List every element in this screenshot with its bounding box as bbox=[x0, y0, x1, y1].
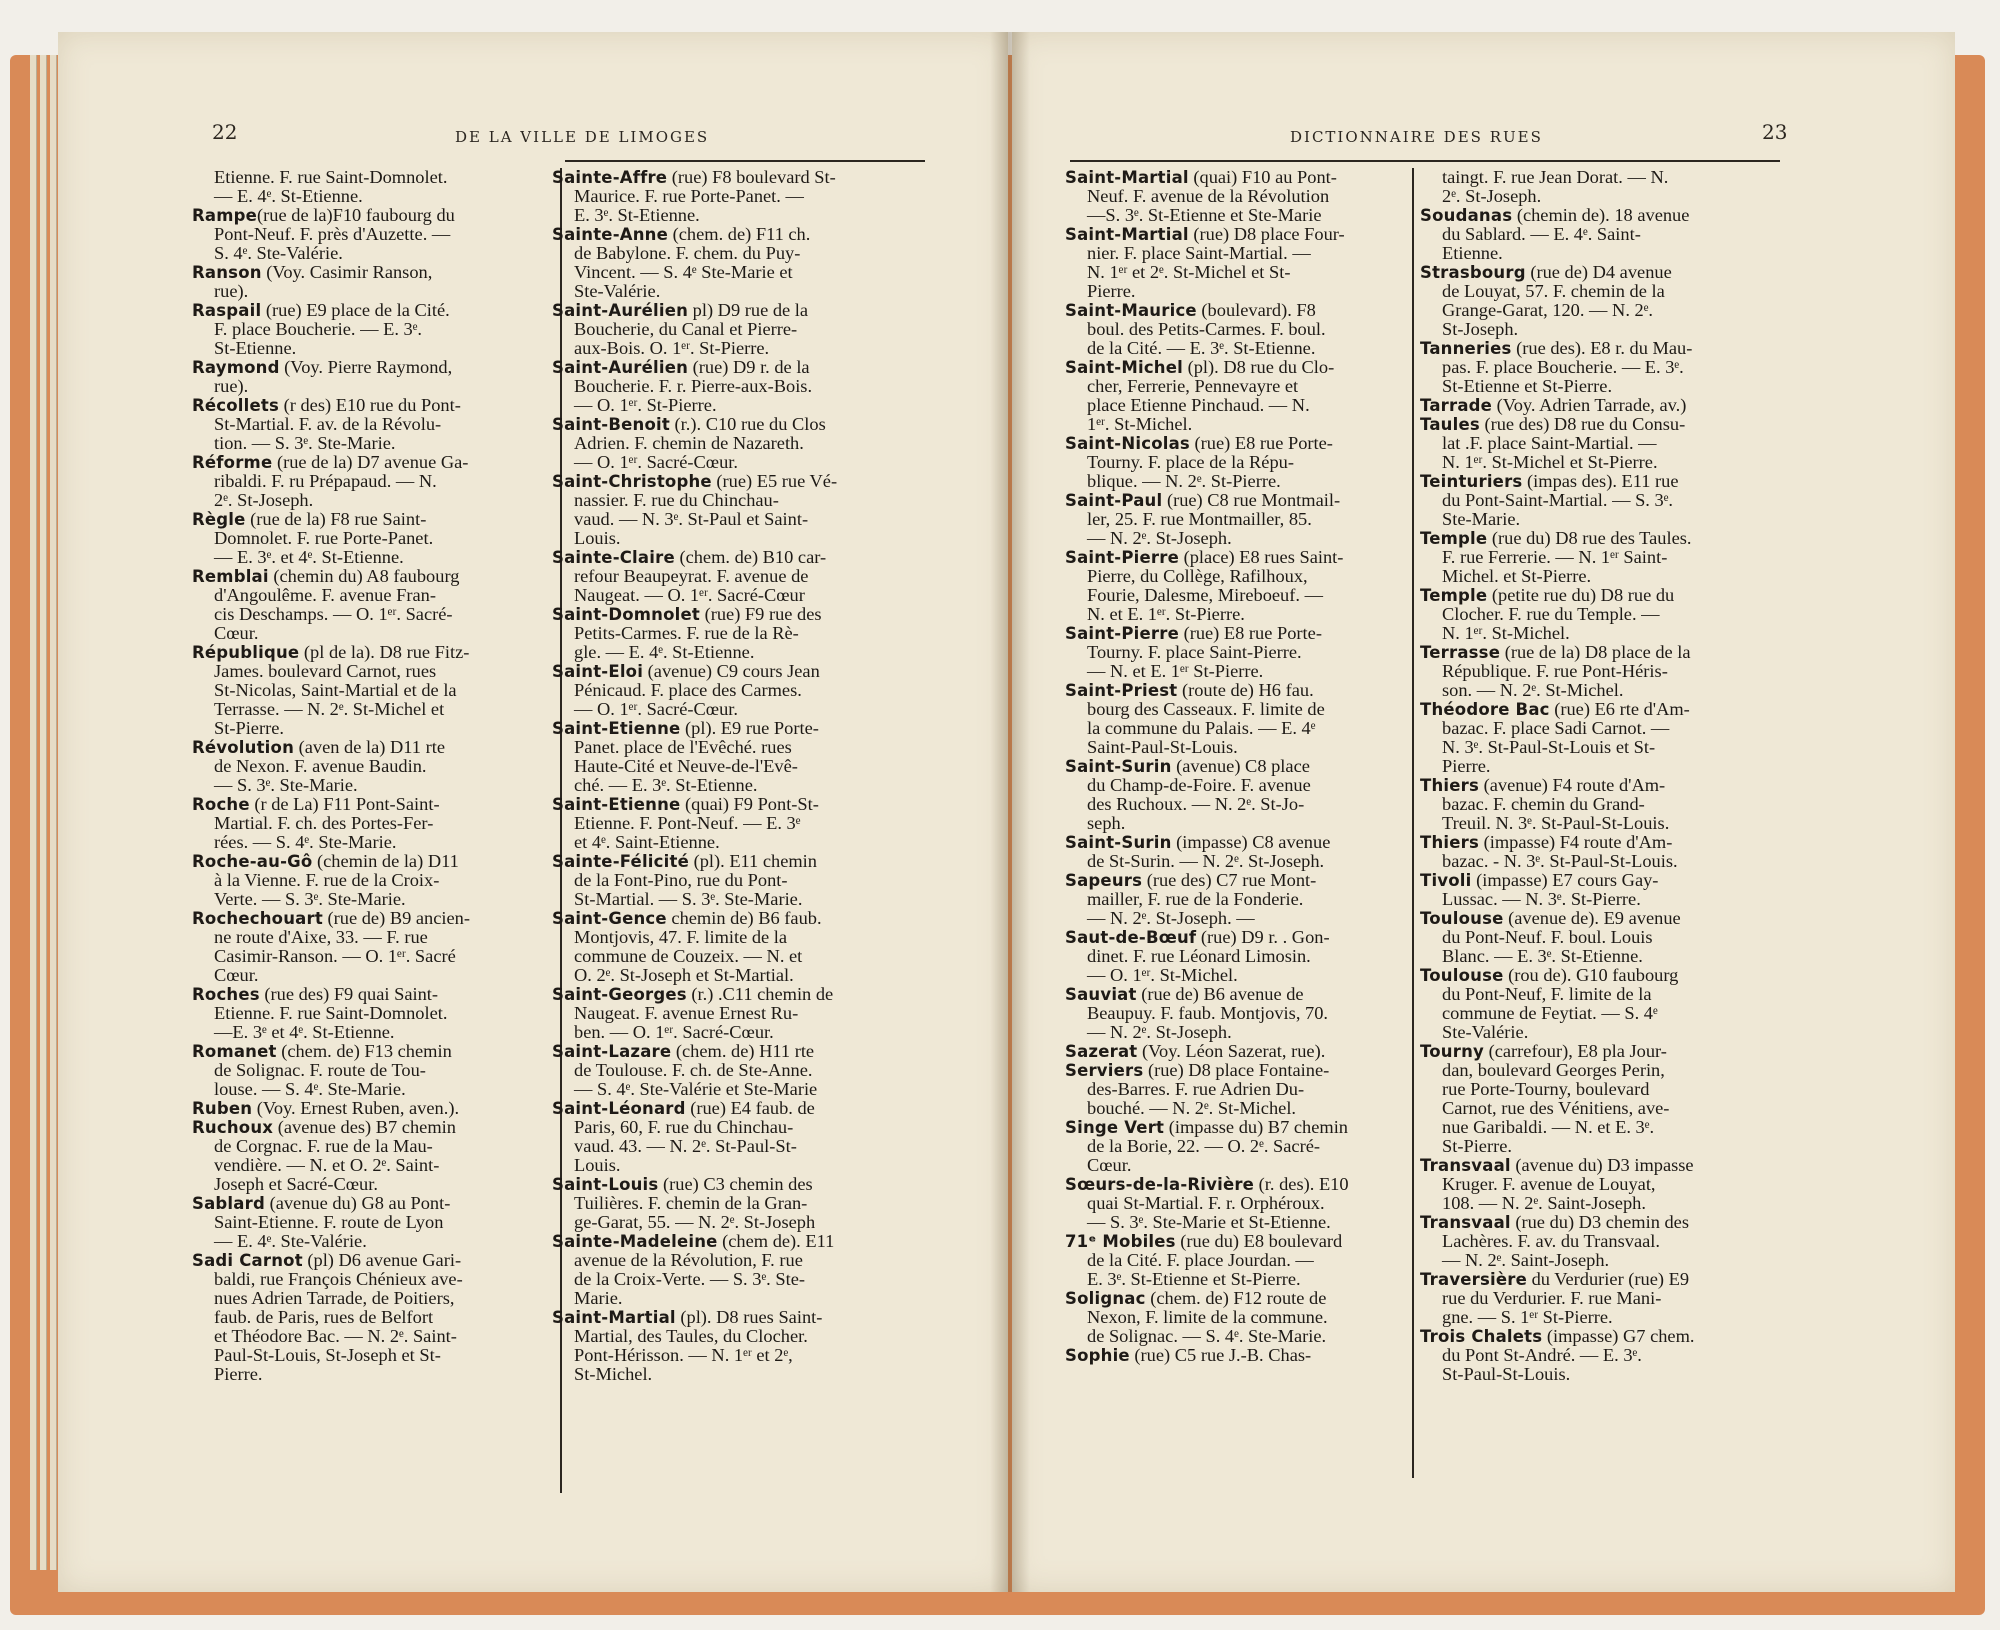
street-name: Saint-Aurélien bbox=[552, 358, 689, 377]
street-description: (pl de la). D8 rue Fitz- James. boulevard Carnot, rues St-Nicolas, Saint-Martial et de la Terrasse. — N. 2ᵉ. St-Michel et St-Pierre. bbox=[214, 642, 470, 738]
street-entry bbox=[552, 415, 917, 472]
street-name: République bbox=[192, 643, 300, 662]
street-entry bbox=[1420, 776, 1780, 833]
street-name: Raspail bbox=[192, 301, 262, 320]
street-description: (impasse) G7 chem. du Pont St-André. — E. 3ᵉ. St-Paul-St-Louis. bbox=[1442, 1326, 1695, 1384]
street-description: (Voy. Léon Sazerat, rue). bbox=[1137, 1041, 1326, 1061]
street-entry bbox=[192, 1251, 557, 1384]
street-description: (chem. de) B10 car- refour Beaupeyrat. F. avenue de Naugeat. — O. 1ᵉʳ. Sacré-Cœur bbox=[574, 547, 827, 605]
street-entry bbox=[1065, 1118, 1420, 1175]
street-entry bbox=[1420, 339, 1780, 396]
street-entry bbox=[192, 1099, 557, 1118]
book-gutter bbox=[990, 32, 1030, 1592]
street-description: pl) D9 rue de la Boucherie, du Canal et Pierre- aux-Bois. O. 1ᵉʳ. St-Pierre. bbox=[574, 300, 809, 358]
left-column-1 bbox=[192, 168, 557, 1384]
street-description: (rue de la) D8 place de la République. F. rue Pont-Héris- son. — N. 2ᵉ. St-Michel. bbox=[1442, 642, 1691, 700]
street-name: Saint-Louis bbox=[552, 1175, 659, 1194]
street-description: Etienne. F. rue Saint-Domnolet. — E. 4ᵉ. St-Etienne. bbox=[214, 167, 448, 206]
street-description: (boulevard). F8 boul. des Petits-Carmes. F. boul. de la Cité. — E. 3ᵉ. St-Etienne. bbox=[1087, 300, 1326, 358]
street-name: Ruben bbox=[192, 1099, 253, 1118]
street-name: Singe Vert bbox=[1065, 1118, 1165, 1137]
street-entry bbox=[552, 168, 917, 225]
street-name: Serviers bbox=[1065, 1061, 1144, 1080]
street-entry bbox=[1065, 624, 1420, 681]
street-description: (rue) F9 rue des Petits-Carmes. F. rue de la Rè- gle. — E. 4ᵉ. St-Etienne. bbox=[574, 604, 822, 662]
street-name: Règle bbox=[192, 510, 246, 529]
page-edges bbox=[50, 55, 57, 1570]
street-name: Tourny bbox=[1420, 1042, 1484, 1061]
street-description: (impasse du) B7 chemin de la Borie, 22. — O. 2ᵉ. Sacré- Cœur. bbox=[1087, 1117, 1348, 1175]
street-entry bbox=[1065, 491, 1420, 548]
street-name: Saint-Surin bbox=[1065, 833, 1172, 852]
street-description: (r.). C10 rue du Clos Adrien. F. chemin de Nazareth. — O. 1ᵉʳ. Sacré-Cœur. bbox=[574, 414, 826, 472]
street-entry bbox=[192, 206, 557, 263]
street-entry bbox=[192, 1118, 557, 1194]
street-entry bbox=[1420, 586, 1780, 643]
street-name: Sazerat bbox=[1065, 1042, 1138, 1061]
street-name: Rochechouart bbox=[192, 909, 323, 928]
street-name: Strasbourg bbox=[1420, 263, 1526, 282]
street-description: (route de) H6 fau. bourg des Casseaux. F. limite de la commune du Palais. — E. 4ᵉ Saint-Paul-St-Louis. bbox=[1087, 680, 1325, 757]
street-name: Saint-Léonard bbox=[552, 1099, 686, 1118]
street-name: Saint-Surin bbox=[1065, 757, 1172, 776]
street-name: Sablard bbox=[192, 1194, 265, 1213]
street-name: Saint-Eloi bbox=[552, 662, 644, 681]
street-entry bbox=[192, 795, 557, 852]
street-name: Saint-Aurélien bbox=[552, 301, 689, 320]
street-name: Saint-Nicolas bbox=[1065, 434, 1190, 453]
street-description: taingt. F. rue Jean Dorat. — N. 2ᵉ. St-Joseph. bbox=[1442, 167, 1669, 206]
street-description: (Voy. Ernest Ruben, aven.). bbox=[252, 1098, 460, 1118]
street-name: Ruchoux bbox=[192, 1118, 274, 1137]
street-entry bbox=[192, 301, 557, 358]
street-name: Saint-Domnolet bbox=[552, 605, 700, 624]
street-entry bbox=[1065, 1232, 1420, 1289]
street-entry bbox=[1420, 396, 1780, 415]
street-description: (rue) D9 r. . Gon- dinet. F. rue Léonard Limosin. — O. 1ᵉʳ. St-Michel. bbox=[1087, 927, 1330, 985]
street-entry bbox=[1420, 168, 1780, 206]
left-page-number: 22 bbox=[212, 120, 238, 144]
street-entry bbox=[552, 472, 917, 548]
street-entry bbox=[1420, 1213, 1780, 1270]
street-name: Sainte-Claire bbox=[552, 548, 675, 567]
street-description: (avenue) C8 place du Champ-de-Foire. F. avenue des Ruchoux. — N. 2ᵉ. St-Jo- seph. bbox=[1087, 756, 1311, 833]
street-description: (aven de la) D11 rte de Nexon. F. avenue Baudin. — S. 3ᵉ. Ste-Marie. bbox=[214, 737, 445, 795]
street-name: Saint-Georges bbox=[552, 985, 687, 1004]
street-name: Traversière bbox=[1420, 1270, 1527, 1289]
street-description: (rue de la) F8 rue Saint- Domnolet. F. rue Porte-Panet. — E. 3ᵉ. et 4ᵉ. St-Etienne. bbox=[214, 509, 434, 567]
street-entry bbox=[1065, 168, 1420, 225]
street-entry bbox=[552, 1042, 917, 1099]
street-name: Transvaal bbox=[1420, 1156, 1511, 1175]
street-name: Saint-Etienne bbox=[552, 795, 681, 814]
street-description: (chemin de la) D11 à la Vienne. F. rue de la Croix- Verte. — S. 3ᵉ. Ste-Marie. bbox=[214, 851, 459, 909]
street-description: (chem de). E11 avenue de la Révolution, F. rue de la Croix-Verte. — S. 3ᵉ. Ste- Marie. bbox=[574, 1231, 835, 1308]
street-entry bbox=[1420, 472, 1780, 529]
header-rule bbox=[1070, 160, 1780, 162]
street-entry bbox=[192, 168, 557, 206]
street-entry bbox=[1420, 529, 1780, 586]
street-entry bbox=[552, 662, 917, 719]
street-name: Sainte-Madeleine bbox=[552, 1232, 718, 1251]
street-description: (avenue des) B7 chemin de Corgnac. F. rue de la Mau- vendière. — N. et O. 2ᵉ. Saint- Joseph et Sacré-Cœur. bbox=[214, 1117, 456, 1194]
street-name: Romanet bbox=[192, 1042, 277, 1061]
column-divider bbox=[1412, 168, 1414, 1478]
street-entry bbox=[1065, 301, 1420, 358]
street-name: Trois Chalets bbox=[1420, 1327, 1543, 1346]
street-name: Saint-Pierre bbox=[1065, 624, 1179, 643]
street-name: Révolution bbox=[192, 738, 295, 757]
street-name: Ranson bbox=[192, 263, 262, 282]
street-name: Toulouse bbox=[1420, 966, 1504, 985]
street-name: Saint-Priest bbox=[1065, 681, 1178, 700]
street-name: Saint-Maurice bbox=[1065, 301, 1197, 320]
street-entry bbox=[1420, 833, 1780, 871]
street-name: Saint-Martial bbox=[552, 1308, 676, 1327]
street-description: (rue des) C7 rue Mont- mailler, F. rue de la Fonderie. — N. 2ᵉ. St-Joseph. — bbox=[1087, 870, 1317, 928]
street-description: (pl). D8 rue du Clo- cher, Ferrerie, Pennevayre et place Etienne Pinchaud. — N. 1ᵉʳ. St-Michel. bbox=[1087, 357, 1335, 434]
street-entry bbox=[1420, 206, 1780, 263]
street-name: Roches bbox=[192, 985, 260, 1004]
street-name: Soudanas bbox=[1420, 206, 1513, 225]
street-name: Sainte-Affre bbox=[552, 168, 668, 187]
street-entry bbox=[1420, 643, 1780, 700]
street-entry bbox=[1420, 909, 1780, 966]
street-description: (rue) C5 rue J.-B. Chas- bbox=[1129, 1345, 1312, 1365]
street-name: 71ᵉ Mobiles bbox=[1065, 1232, 1176, 1251]
street-description: (rue) D8 place Fontaine- des-Barres. F. rue Adrien Du- bouché. — N. 2ᵉ. St-Michel. bbox=[1087, 1060, 1330, 1118]
street-description: (rue) E4 faub. de Paris, 60, F. rue du Chinchau- vaud. 43. — N. 2ᵉ. St-Paul-St- Louis. bbox=[574, 1098, 815, 1175]
street-name: Temple bbox=[1420, 586, 1488, 605]
street-description: (Voy. Casimir Ranson, rue). bbox=[214, 262, 433, 301]
street-entry bbox=[192, 643, 557, 738]
street-entry bbox=[192, 510, 557, 567]
street-entry bbox=[552, 795, 917, 852]
street-description: (rue) E8 rue Porte- Tourny. F. place Saint-Pierre. — N. et E. 1ᵉʳ St-Pierre. bbox=[1087, 623, 1322, 681]
street-name: Solignac bbox=[1065, 1289, 1146, 1308]
street-description: (rue) E6 rte d'Am- bazac. F. place Sadi Carnot. — N. 3ᵉ. St-Paul-St-Louis et St- Pierre. bbox=[1442, 699, 1690, 776]
street-entry bbox=[1420, 1327, 1780, 1384]
street-entry bbox=[1065, 358, 1420, 434]
street-name: Remblai bbox=[192, 567, 269, 586]
street-name: Saint-Etienne bbox=[552, 719, 681, 738]
street-entry bbox=[192, 567, 557, 643]
street-description: (rue de) B6 avenue de Beaupuy. F. faub. Montjovis, 70. — N. 2ᵉ. St-Joseph. bbox=[1087, 984, 1328, 1042]
street-entry bbox=[1065, 833, 1420, 871]
street-description: (impas des). E11 rue du Pont-Saint-Martial. — S. 3ᵉ. Ste-Marie. bbox=[1442, 471, 1679, 529]
street-entry bbox=[192, 396, 557, 453]
street-entry bbox=[552, 225, 917, 301]
street-description: (rue de) D4 avenue de Louyat, 57. F. chemin de la Grange-Garat, 120. — N. 2ᵉ. St-Joseph. bbox=[1442, 262, 1672, 339]
street-name: Temple bbox=[1420, 529, 1488, 548]
street-description: (rue) E5 rue Vé- nassier. F. rue du Chinchau- vaud. — N. 3ᵉ. St-Paul et Saint- Louis. bbox=[574, 471, 838, 548]
street-name: Roche-au-Gô bbox=[192, 852, 313, 871]
street-description: (impasse) E7 cours Gay- Lussac. — N. 3ᵉ. St-Pierre. bbox=[1442, 870, 1659, 909]
street-description: (place) E8 rues Saint- Pierre, du Collège, Rafilhoux, Fourie, Dalesme, Mireboeuf. — N. et E. 1ᵉʳ. St-Pierre. bbox=[1087, 547, 1344, 624]
street-description: (avenue) C9 cours Jean Pénicaud. F. place des Carmes. — O. 1ᵉʳ. Sacré-Cœur. bbox=[574, 661, 820, 719]
right-column-1 bbox=[1065, 168, 1420, 1365]
street-name: Saint-Benoit bbox=[552, 415, 670, 434]
street-description: (chem. de) H11 rte de Toulouse. F. ch. de Ste-Anne. — S. 4ᵉ. Ste-Valérie et Ste-Marie bbox=[574, 1041, 818, 1099]
street-description: (rue des) F9 quai Saint- Etienne. F. rue Saint-Domnolet. —E. 3ᵉ et 4ᵉ. St-Etienne. bbox=[214, 984, 448, 1042]
street-name: Saint-Paul bbox=[1065, 491, 1163, 510]
street-entry bbox=[552, 1232, 917, 1308]
street-description: (r des) E10 rue du Pont- St-Martial. F. av. de la Révolu- tion. — S. 3ᵉ. Ste-Marie. bbox=[214, 395, 461, 453]
street-description: (rue) C3 chemin des Tuilières. F. chemin de la Gran- ge-Garat, 55. — N. 2ᵉ. St-Joseph bbox=[574, 1174, 816, 1232]
street-description: (pl). D8 rues Saint- Martial, des Taules, du Clocher. Pont-Hérisson. — N. 1ᵉʳ et 2ᵉ, St-Michel. bbox=[574, 1307, 823, 1384]
street-entry bbox=[192, 909, 557, 985]
street-description: (rue) E8 rue Porte- Tourny. F. place de la Répu- blique. — N. 2ᵉ. St-Pierre. bbox=[1087, 433, 1333, 491]
street-entry bbox=[552, 1175, 917, 1232]
street-name: Raymond bbox=[192, 358, 280, 377]
street-entry bbox=[1065, 548, 1420, 624]
street-name: Saint-Christophe bbox=[552, 472, 712, 491]
street-description: (avenue du) D3 impasse Kruger. F. avenue de Louyat, 108. — N. 2ᵉ. Saint-Joseph. bbox=[1442, 1155, 1694, 1213]
street-description: (petite rue du) D8 rue du Clocher. F. rue du Temple. — N. 1ᵉʳ. St-Michel. bbox=[1442, 585, 1675, 643]
street-entry bbox=[552, 985, 917, 1042]
street-entry bbox=[552, 301, 917, 358]
street-description: (rue du) E8 boulevard de la Cité. F. place Jourdan. — E. 3ᵉ. St-Etienne et St-Pierre. bbox=[1087, 1231, 1343, 1289]
street-name: Saut-de-Bœuf bbox=[1065, 928, 1197, 947]
street-description: (chem. de) F11 ch. de Babylone. F. chem. du Puy- Vincent. — S. 4ᵉ Ste-Marie et Ste-Valérie. bbox=[574, 224, 811, 301]
street-description: (rue de) B9 ancien- ne route d'Aixe, 33. — F. rue Casimir-Ranson. — O. 1ᵉʳ. Sacré Cœur. bbox=[214, 908, 470, 985]
street-name: Théodore Bac bbox=[1420, 700, 1550, 719]
street-entry bbox=[1420, 966, 1780, 1042]
street-entry bbox=[1065, 1061, 1420, 1118]
street-name: Sophie bbox=[1065, 1346, 1130, 1365]
street-entry bbox=[1065, 681, 1420, 757]
street-entry bbox=[1065, 928, 1420, 985]
street-entry bbox=[192, 263, 557, 301]
street-name: Réforme bbox=[192, 453, 273, 472]
street-name: Sœurs-de-la-Rivière bbox=[1065, 1175, 1255, 1194]
street-entry bbox=[552, 1308, 917, 1384]
street-description: (pl). E9 rue Porte- Panet. place de l'Evêché. rues Haute-Cité et Neuve-de-l'Evê- ché. — E. 3ᵉ. St-Etienne. bbox=[574, 718, 819, 795]
street-entry bbox=[552, 548, 917, 605]
street-entry bbox=[192, 1194, 557, 1251]
street-entry bbox=[1420, 1270, 1780, 1327]
street-description: (quai) F9 Pont-St- Etienne. F. Pont-Neuf. — E. 3ᵉ et 4ᵉ. Saint-Etienne. bbox=[574, 794, 819, 852]
right-page-number: 23 bbox=[1762, 120, 1788, 144]
street-name: Tivoli bbox=[1420, 871, 1472, 890]
street-description: (rue de la) D7 avenue Ga- ribaldi. F. ru Prépapaud. — N. 2ᵉ. St-Joseph. bbox=[214, 452, 469, 510]
left-column-2 bbox=[552, 168, 917, 1384]
street-name: Saint-Lazare bbox=[552, 1042, 672, 1061]
street-description: (rue) C8 rue Montmail- ler, 25. F. rue Montmailler, 85. — N. 2ᵉ. St-Joseph. bbox=[1087, 490, 1341, 548]
right-running-head: DICTIONNAIRE DES RUES bbox=[1290, 128, 1543, 146]
street-name: Récollets bbox=[192, 396, 280, 415]
street-description: (impasse) F4 route d'Am- bazac. - N. 3ᵉ. St-Paul-St-Louis. bbox=[1442, 832, 1678, 871]
street-name: Terrasse bbox=[1420, 643, 1501, 662]
street-name: Teinturiers bbox=[1420, 472, 1523, 491]
street-entry bbox=[1420, 263, 1780, 339]
street-name: Sainte-Félicité bbox=[552, 852, 689, 871]
street-entry bbox=[1420, 700, 1780, 776]
street-description: (rue du) D3 chemin des Lachères. F. av. du Transvaal. — N. 2ᵉ. Saint-Joseph. bbox=[1442, 1212, 1689, 1270]
street-name: Tarrade bbox=[1420, 396, 1493, 415]
street-description: (avenue) F4 route d'Am- bazac. F. chemin du Grand- Treuil. N. 3ᵉ. St-Paul-St-Louis. bbox=[1442, 775, 1670, 833]
street-description: (chemin de). 18 avenue du Sablard. — E. 4ᵉ. Saint- Etienne. bbox=[1442, 205, 1690, 263]
street-description: (r.) .C11 chemin de Naugeat. F. avenue Ernest Ru- ben. — O. 1ᵉʳ. Sacré-Cœur. bbox=[574, 984, 834, 1042]
street-entry bbox=[192, 738, 557, 795]
street-entry bbox=[1420, 1156, 1780, 1213]
street-description: (Voy. Pierre Raymond, rue). bbox=[214, 357, 453, 396]
page-edges bbox=[30, 55, 37, 1570]
street-entry bbox=[192, 1042, 557, 1099]
street-description: (quai) F10 au Pont- Neuf. F. avenue de la Révolution —S. 3ᵉ. St-Etienne et Ste-Marie bbox=[1087, 167, 1337, 225]
street-entry bbox=[1065, 1289, 1420, 1346]
street-entry bbox=[552, 852, 917, 909]
street-entry bbox=[192, 358, 557, 396]
street-description: (rou de). G10 faubourg du Pont-Neuf, F. limite de la commune de Feytiat. — S. 4ᵉ Ste-Valérie. bbox=[1442, 965, 1679, 1042]
street-entry bbox=[192, 852, 557, 909]
street-description: (rue de la)F10 faubourg du Pont-Neuf. F. près d'Auzette. — S. 4ᵉ. Ste-Valérie. bbox=[214, 205, 455, 263]
street-description: (chem. de) F13 chemin de Solignac. F. route de Tou- louse. — S. 4ᵉ. Ste-Marie. bbox=[214, 1041, 452, 1099]
street-entry bbox=[192, 453, 557, 510]
street-name: Saint-Martial bbox=[1065, 168, 1189, 187]
street-entry bbox=[1065, 1042, 1420, 1061]
street-entry bbox=[1420, 871, 1780, 909]
street-description: (pl). E11 chemin de la Font-Pino, rue du Pont- St-Martial. — S. 3ᵉ. Ste-Marie. bbox=[574, 851, 817, 909]
street-entry bbox=[552, 719, 917, 795]
right-column-2 bbox=[1420, 168, 1780, 1384]
street-name: Sainte-Anne bbox=[552, 225, 669, 244]
street-entry bbox=[1065, 985, 1420, 1042]
street-description: (chemin du) A8 faubourg d'Angoulême. F. avenue Fran- cis Deschamps. — O. 1ᵉʳ. Sacré- Cœur. bbox=[214, 566, 460, 643]
street-description: (carrefour), E8 pla Jour- dan, boulevard Georges Perin, rue Porte-Tourny, boulevard Carnot, rue des Vénitiens, ave- nue Garibaldi. — N. et E. 3ᵉ. St-Pierre. bbox=[1442, 1041, 1670, 1156]
street-entry bbox=[1420, 1042, 1780, 1156]
street-entry bbox=[552, 605, 917, 662]
street-entry bbox=[552, 358, 917, 415]
street-description: (pl) D6 avenue Gari- baldi, rue François Chénieux ave- nues Adrien Tarrade, de Poitiers, faub. de Paris, rues de Belfort et Théodore Bac. — N. 2ᵉ. Saint- Paul-St-Louis, St-Joseph et St- Pierre. bbox=[214, 1250, 463, 1384]
street-entry bbox=[1065, 871, 1420, 928]
street-name: Tanneries bbox=[1420, 339, 1512, 358]
street-name: Roche bbox=[192, 795, 250, 814]
street-description: (r. des). E10 quai St-Martial. F. r. Orphéroux. — S. 3ᵉ. Ste-Marie et St-Etienne. bbox=[1087, 1174, 1349, 1232]
street-description: (rue) E9 place de la Cité. F. place Boucherie. — E. 3ᵉ. St-Etienne. bbox=[214, 300, 450, 358]
street-description: (avenue de). E9 avenue du Pont-Neuf. F. boul. Louis Blanc. — E. 3ᵉ. St-Etienne. bbox=[1442, 908, 1681, 966]
street-description: (rue des) D8 rue du Consu- lat .F. place Saint-Martial. — N. 1ᵉʳ. St-Michel et St-Pierre. bbox=[1442, 414, 1686, 472]
street-entry bbox=[1065, 225, 1420, 301]
page-edges bbox=[40, 55, 47, 1570]
street-name: Taules bbox=[1420, 415, 1480, 434]
street-description: (r de La) F11 Pont-Saint- Martial. F. ch. des Portes-Fer- rées. — S. 4ᵉ. Ste-Marie. bbox=[214, 794, 440, 852]
street-entry bbox=[552, 1099, 917, 1175]
street-description: du Verdurier (rue) E9 rue du Verdurier. F. rue Mani- gne. — S. 1ᵉʳ St-Pierre. bbox=[1442, 1269, 1690, 1327]
street-description: (Voy. Adrien Tarrade, av.) bbox=[1492, 395, 1687, 415]
street-description: (rue) D8 place Four- nier. F. place Saint-Martial. — N. 1ᵉʳ et 2ᵉ. St-Michel et St- Pierre. bbox=[1087, 224, 1345, 301]
street-entry bbox=[192, 985, 557, 1042]
street-description: (avenue du) G8 au Pont- Saint-Etienne. F. route de Lyon — E. 4ᵉ. Ste-Valérie. bbox=[214, 1193, 451, 1251]
street-entry bbox=[552, 909, 917, 985]
street-description: (rue) F8 boulevard St- Maurice. F. rue Porte-Panet. — E. 3ᵉ. St-Etienne. bbox=[574, 167, 836, 225]
street-description: chemin de) B6 faub. Montjovis, 47. F. limite de la commune de Couzeix. — N. et O. 2ᵉ. St-Joseph et St-Martial. bbox=[574, 908, 822, 985]
street-name: Sadi Carnot bbox=[192, 1251, 303, 1270]
street-name: Saint-Martial bbox=[1065, 225, 1189, 244]
street-description: (rue des). E8 r. du Mau- pas. F. place Boucherie. — E. 3ᵉ. St-Etienne et St-Pierre. bbox=[1442, 338, 1693, 396]
street-entry bbox=[1065, 1175, 1420, 1232]
street-description: (rue) D9 r. de la Boucherie. F. r. Pierre-aux-Bois. — O. 1ᵉʳ. St-Pierre. bbox=[574, 357, 813, 415]
street-name: Sapeurs bbox=[1065, 871, 1143, 890]
left-running-head: DE LA VILLE DE LIMOGES bbox=[455, 128, 710, 146]
street-name: Saint-Gence bbox=[552, 909, 667, 928]
street-description: (rue du) D8 rue des Taules. F. rue Ferrerie. — N. 1ᵉʳ Saint- Michel. et St-Pierre. bbox=[1442, 528, 1692, 586]
header-rule bbox=[565, 160, 925, 162]
street-name: Transvaal bbox=[1420, 1213, 1511, 1232]
street-description: (impasse) C8 avenue de St-Surin. — N. 2ᵉ. St-Joseph. bbox=[1087, 832, 1331, 871]
street-name: Thiers bbox=[1420, 833, 1480, 852]
street-name: Sauviat bbox=[1065, 985, 1137, 1004]
street-name: Toulouse bbox=[1420, 909, 1504, 928]
street-description: (chem. de) F12 route de Nexon, F. limite de la commune. de Solignac. — S. 4ᵉ. Ste-Marie. bbox=[1087, 1288, 1328, 1346]
street-name: Saint-Michel bbox=[1065, 358, 1184, 377]
street-name: Saint-Pierre bbox=[1065, 548, 1179, 567]
street-entry bbox=[1065, 1346, 1420, 1365]
street-entry bbox=[1065, 434, 1420, 491]
street-name: Rampe bbox=[192, 206, 258, 225]
street-entry bbox=[1065, 757, 1420, 833]
street-name: Thiers bbox=[1420, 776, 1480, 795]
street-entry bbox=[1420, 415, 1780, 472]
